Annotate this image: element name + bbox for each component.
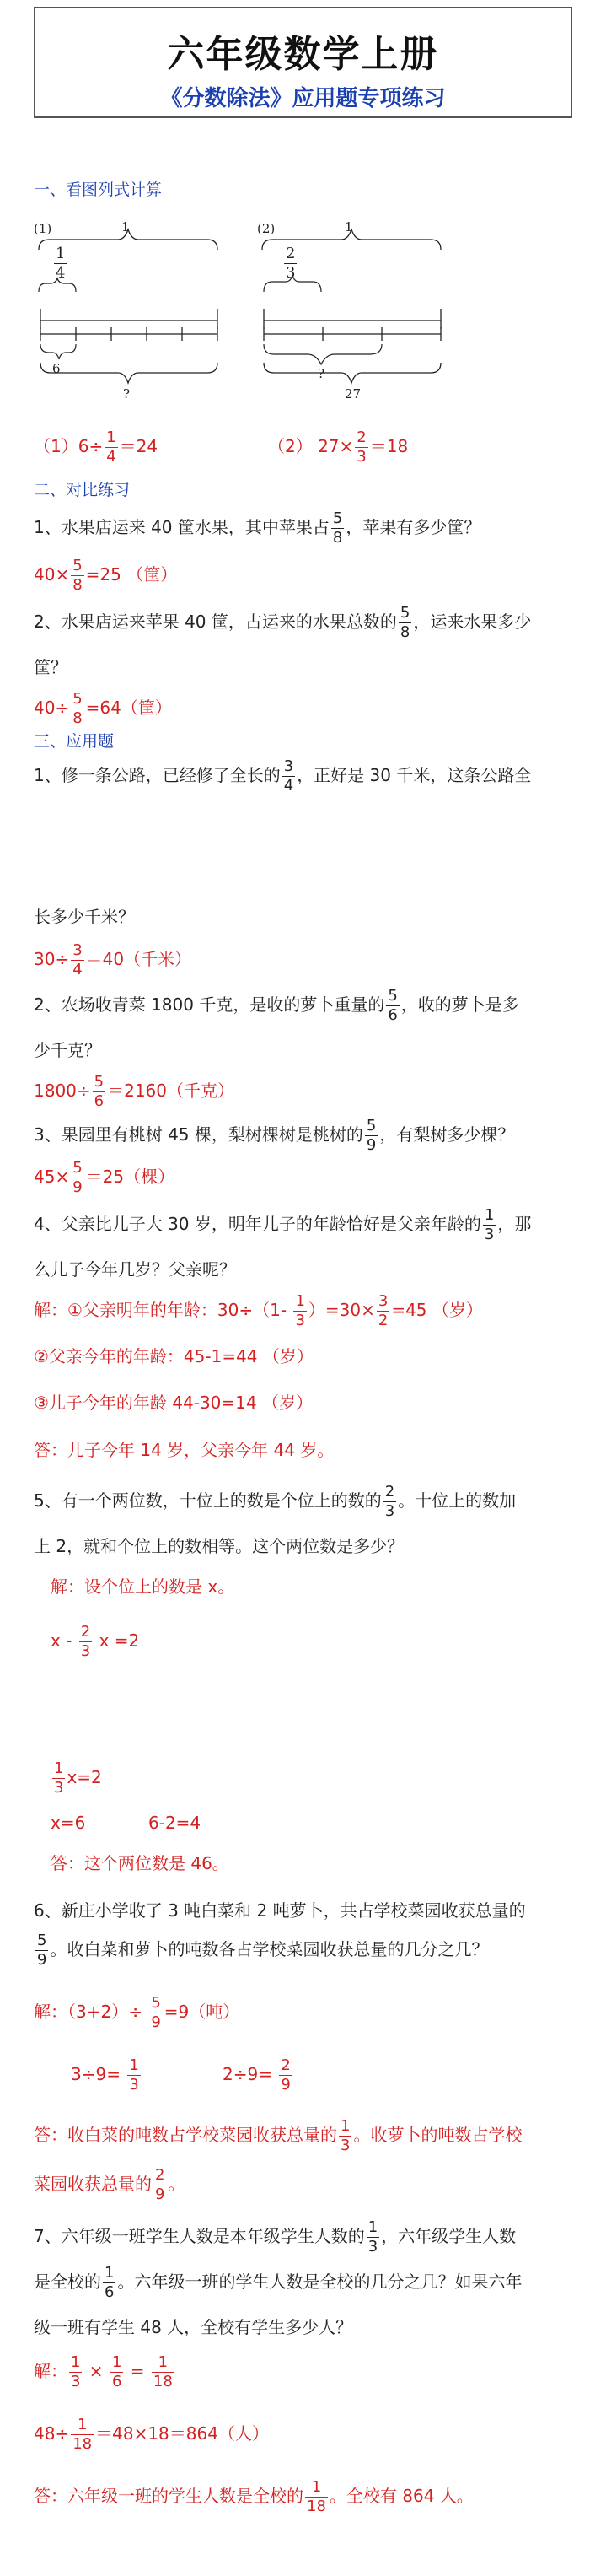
problem-6-answer-2: 3÷9= $\frac{1}{3}$: [71, 2056, 139, 2094]
diagram-1-bottom-value: ?: [123, 386, 131, 401]
diagram-2-top-value: 1: [345, 219, 353, 234]
compare-question-1: 1、水果店运来 40 筐水果，其中苹果占 $\frac{5}{8}$ ，苹果有多少筐？: [34, 509, 481, 547]
diagram-1-fraction-denominator: 4: [56, 264, 66, 282]
problem-5-answer-4b: 6-2=4: [148, 1813, 201, 1833]
page-subtitle: 《分数除法》应用题专项练习: [160, 86, 446, 111]
compare-answer-2: 40÷ $\frac{5}{8}$ =64（筐）: [34, 690, 172, 727]
problem-6-answer-1: 解：（3+2）÷ $\frac{5}{9}$ =9（吨）: [34, 1994, 240, 2031]
diagram-1-fraction-numerator: 1: [56, 245, 66, 262]
problem-6-answer-5: 菜园收获总量的 $\frac{2}{9}$ 。: [34, 2166, 185, 2203]
problem-7: 7、六年级一班学生人数是本年级学生人数的 $\frac{1}{3}$ ，六年级学生人数 是全校的 $\frac{1}{6}$ 。六年级一班的学生人数是全校的几分之几？如果六年 级一班有学生 48 人，全校有学生多少人？: [34, 2218, 523, 2337]
problem-4-answer-4: 答：儿子今年 14 岁，父亲今年 44 岁。: [34, 1440, 335, 1460]
section-heading-2: 二、对比练习: [34, 481, 131, 499]
diagram-2-fraction-numerator: 2: [286, 245, 296, 262]
problem-5-answer-3: $\frac{1}{3}$ x=2: [54, 1760, 102, 1797]
problem-5-answer-2: x - $\frac{2}{3}$ x =2: [51, 1623, 140, 1660]
problem-7-answer-3: 答：六年级一班的学生人数是全校的 $\frac{1}{18}$ 。全校有 864 人。: [34, 2478, 474, 2515]
section-heading-3: 三、应用题: [34, 732, 115, 751]
section-heading-1: 一、看图列式计算: [34, 181, 163, 199]
problem-5-answer-4a: x=6: [51, 1813, 86, 1833]
diagram-2: [257, 218, 476, 437]
problem-4: 4、父亲比儿子大 30 岁，明年儿子的年龄恰好是父亲年龄的 $\frac{1}{3}$ ，那 么儿子今年几岁？父亲呢？: [34, 1206, 532, 1280]
problem-7-answer-2: 48÷ $\frac{1}{18}$ ＝48×18＝864（人）: [34, 2416, 269, 2453]
problem-4-answer-1: 解：①父亲明年的年龄：30÷（1- $\frac{1}{3}$ ）=30× $\frac{3}{2}$ =45 （岁）: [34, 1292, 483, 1329]
diagram-1-label: (1): [34, 221, 52, 236]
diagram-1-top-value: 1: [121, 219, 130, 234]
diagram-1: [34, 218, 253, 437]
diagram-2-left-value: ?: [318, 366, 325, 381]
compare-question-2: 2、水果店运来苹果 40 筐，占运来的水果总数的 $\frac{5}{8}$ ，运来水果多少 筐？: [34, 604, 532, 677]
problem-6-answer-3: 2÷9= $\frac{2}{9}$: [223, 2056, 291, 2094]
diagram-2-answer: （2） 27× $\frac{2}{3}$ ＝18: [268, 428, 409, 466]
diagram-2-fraction: [282, 246, 298, 281]
problem-1: 1、修一条公路，已经修了全长的 $\frac{3}{4}$ ，正好是 30 千米，这条公路全: [34, 757, 532, 795]
problem-5: 5、有一个两位数，十位上的数是个位上的数的 $\frac{2}{3}$ 。十位上的数加 上 2，就和个位上的数相等。这个两位数是多少？: [34, 1483, 517, 1556]
diagram-1-left-value: 6: [52, 361, 61, 376]
problem-1-cont: 长多少千米？: [34, 907, 135, 927]
problem-2: 2、农场收青菜 1800 千克，是收的萝卜重量的 $\frac{5}{6}$ ，收的萝卜是多 少千克？: [34, 987, 519, 1060]
problem-7-answer-1: 解： $\frac{1}{3}$ × $\frac{1}{6}$ = $\frac{1}{18}$: [34, 2353, 173, 2390]
problem-5-answer-1: 解：设个位上的数是 x。: [51, 1576, 235, 1597]
diagram-1-answer: （1）6÷ $\frac{1}{4}$ ＝24: [34, 428, 158, 466]
problem-1-answer: 30÷ $\frac{3}{4}$ ＝40（千米）: [34, 941, 192, 978]
diagram-2-label: (2): [257, 221, 276, 236]
diagram-1-fraction: [52, 246, 68, 281]
diagram-2-fraction-denominator: 3: [286, 264, 296, 282]
header-box: [34, 7, 572, 118]
problem-6: 6、新庄小学收了 3 吨白菜和 2 吨萝卜，共占学校菜园收获总量的 $\frac{5}{9}$ 。收白菜和萝卜的吨数各占学校菜园收获总量的几分之几？: [34, 1900, 526, 1969]
problem-3: 3、果园里有桃树 45 棵，梨树棵树是桃树的 $\frac{5}{9}$ ，有梨树多少棵？: [34, 1117, 515, 1154]
diagram-2-bottom-value: 27: [345, 386, 362, 401]
problem-6-answer-4: 答：收白菜的吨数占学校菜园收获总量的 $\frac{1}{3}$ 。收萝卜的吨数占学校: [34, 2117, 523, 2154]
compare-answer-1: 40× $\frac{5}{8}$ =25 （筐）: [34, 557, 178, 594]
problem-3-answer: 45× $\frac{5}{9}$ ＝25（棵）: [34, 1159, 175, 1196]
problem-5-answer-5: 答：这个两位数是 46。: [51, 1853, 229, 1873]
problem-2-answer: 1800÷ $\frac{5}{6}$ ＝2160（千克）: [34, 1073, 235, 1110]
page-title: 六年级数学上册: [167, 33, 439, 76]
problem-4-answer-2: ②父亲今年的年龄：45-1=44 （岁）: [34, 1346, 314, 1366]
problem-4-answer-3: ③儿子今年的年龄 44-30=14 （岁）: [34, 1393, 313, 1413]
